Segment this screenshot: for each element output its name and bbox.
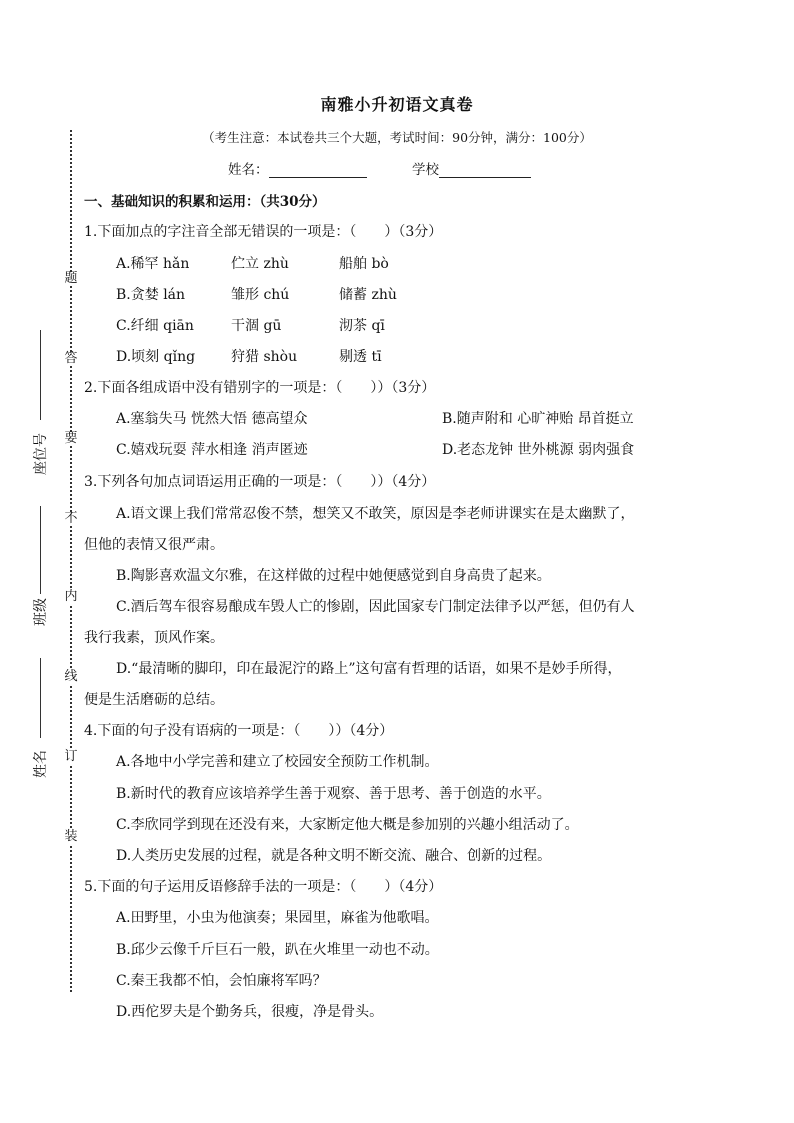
q5-option-a: A.田野里，小虫为他演奏；果园里，麻雀为他歌唱。 xyxy=(116,910,439,926)
question-5-stem: 5.下面的句子运用反语修辞手法的一项是：（ ）（4分） xyxy=(84,879,443,895)
q1-option: B.贪婪 lán xyxy=(116,287,186,303)
question-4-stem: 4.下面的句子没有语病的一项是：（ ））（4分） xyxy=(84,723,394,739)
page-title: 南雅小升初语文真卷 xyxy=(320,95,474,114)
q3-option-b: B.陶影喜欢温文尔雅，在这样做的过程中她便感觉到自身高贵了起来。 xyxy=(116,568,551,584)
exam-note: （考生注意：本试卷共三个大题，考试时间：90分钟，满分：100分） xyxy=(202,130,592,145)
q2-option-b: B.随声附和 心旷神贻 昂首挺立 xyxy=(442,411,634,427)
name-blank[interactable] xyxy=(269,163,367,178)
q3-option-d-line2: 便是生活磨砺的总结。 xyxy=(84,692,224,708)
question-1-stem: 1.下面加点的字注音全部无错误的一项是：（ ）（3分） xyxy=(84,224,443,240)
q1-option: 狩猎 shòu xyxy=(231,349,298,365)
q1-option: 船舶 bò xyxy=(339,256,389,272)
q1-option: 雏形 chú xyxy=(231,287,290,303)
q4-option-b: B.新时代的教育应该培养学生善于观察、善于思考、善于创造的水平。 xyxy=(116,786,551,802)
q4-option-c: C.李欣同学到现在还没有来，大家断定他大概是参加别的兴趣小组活动了。 xyxy=(116,817,579,833)
seat-number-label: 座位号 xyxy=(33,433,49,475)
q3-option-a-line2: 但他的表情又很严肃。 xyxy=(84,537,224,553)
q1-option: 储蓄 zhù xyxy=(339,287,397,303)
q3-option-d-line1: D.“最清晰的脚印，印在最泥泞的路上”这句富有哲理的话语，如果不是妙手所得， xyxy=(116,661,622,677)
q4-option-d: D.人类历史发展的过程，就是各种文明不断交流、融合、创新的过程。 xyxy=(116,848,552,864)
q1-option: C.纤细 qiān xyxy=(116,318,194,334)
class-blank[interactable] xyxy=(40,506,41,594)
school-blank[interactable] xyxy=(439,163,531,178)
q2-option-d: D.老态龙钟 世外桃源 弱肉强食 xyxy=(442,442,635,458)
q1-option: 伫立 zhù xyxy=(231,256,289,272)
q2-option-a: A.塞翁失马 恍然大悟 德高望众 xyxy=(116,411,308,427)
q1-option: 沏茶 qī xyxy=(339,318,385,334)
q5-option-c: C.秦王我都不怕，会怕廉将军吗？ xyxy=(116,973,327,989)
q5-option-b: B.邱少云像千斤巨石一般，趴在火堆里一动也不动。 xyxy=(116,942,439,958)
binding-char: 答 xyxy=(64,351,78,366)
q3-option-c-line2: 我行我素，顶风作案。 xyxy=(84,630,224,646)
seat-number-blank[interactable] xyxy=(40,330,41,420)
section-heading: 一、基础知识的积累和运用：（共30分） xyxy=(84,194,326,210)
binding-dotted-line xyxy=(70,130,72,992)
student-name-blank[interactable] xyxy=(40,658,41,738)
q2-option-c: C.嬉戏玩耍 萍水相逢 消声匿迹 xyxy=(116,442,308,458)
name-field xyxy=(228,158,367,178)
student-name-label: 姓名 xyxy=(33,750,49,778)
q1-option: A.稀罕 hǎn xyxy=(116,256,190,272)
binding-char: 线 xyxy=(64,669,78,684)
school-field xyxy=(412,158,531,178)
question-3-stem: 3.下列各句加点词语运用正确的一项是：（ ））（4分） xyxy=(84,474,436,490)
q1-option: D.顷刻 qǐng xyxy=(116,349,196,365)
binding-char: 装 xyxy=(64,829,78,844)
binding-char: 题 xyxy=(64,271,78,286)
name-label: 姓名： xyxy=(228,162,269,178)
school-label: 学校 xyxy=(412,162,439,178)
q1-option: 剔透 tī xyxy=(339,349,382,365)
q4-option-a: A.各地中小学完善和建立了校园安全预防工作机制。 xyxy=(116,754,439,770)
q1-option: 干涸 gū xyxy=(231,318,282,334)
q3-option-c-line1: C.酒后驾车很容易酿成车毁人亡的惨剧，因此国家专门制定法律予以严惩，但仍有人 xyxy=(116,599,635,615)
class-label: 班级 xyxy=(33,598,49,626)
binding-char: 要 xyxy=(64,431,78,446)
q3-option-a-line1: A.语文课上我们常常忍俊不禁，想笑又不敢笑，原因是李老师讲课实在是太幽默了， xyxy=(116,506,635,522)
binding-char: 内 xyxy=(64,589,78,604)
question-2-stem: 2.下面各组成语中没有错别字的一项是：（ ））（3分） xyxy=(84,380,436,396)
q5-option-d: D.西佗罗夫是个勤务兵，很瘦，净是骨头。 xyxy=(116,1004,384,1020)
binding-char: 不 xyxy=(64,511,78,526)
binding-char: 订 xyxy=(64,749,78,764)
